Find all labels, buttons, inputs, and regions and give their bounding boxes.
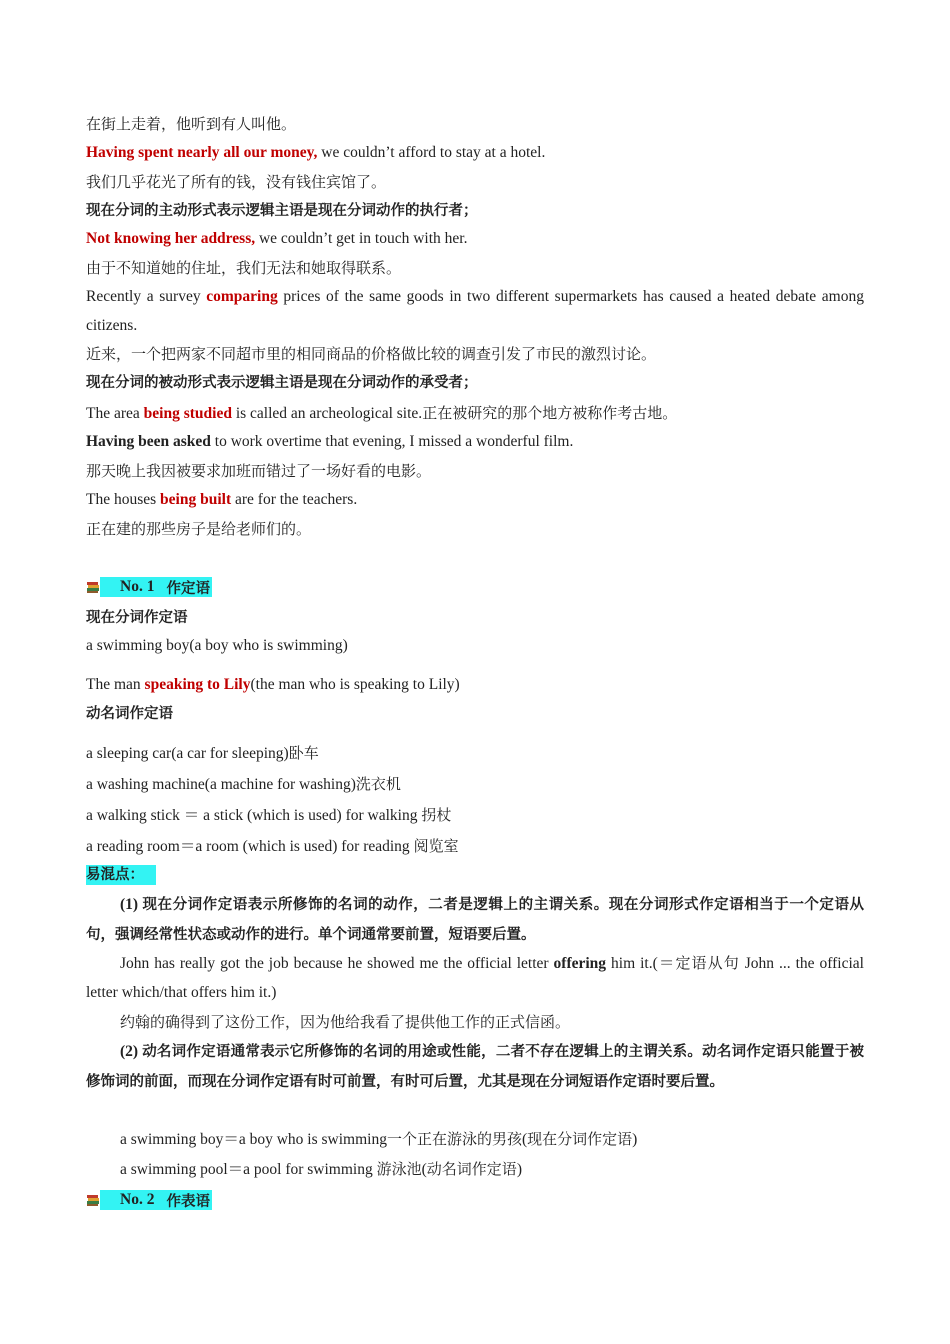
rule-heading: 现在分词的主动形式表示逻辑主语是现在分词动作的执行者；: [86, 203, 478, 219]
example-sentence: Recently a survey comparing prices of the same goods in two different supermarkets has caused a heated debate among citizens.: [86, 288, 864, 334]
example-sentence: a washing machine(a machine for washing)洗衣机: [86, 775, 401, 793]
example-sentence: a walking stick ＝ a stick (which is used) for walking 拐杖: [86, 806, 452, 824]
rule-heading: 现在分词的被动形式表示逻辑主语是现在分词动作的承受者；: [86, 375, 478, 391]
example-sentence: a swimming boy(a boy who is swimming): [86, 637, 348, 654]
bold-phrase: offering: [553, 955, 607, 972]
highlighted-phrase: Having spent nearly all our money,: [86, 144, 318, 161]
example-sentence: a reading room＝a room (which is used) for reading 阅览室: [86, 837, 459, 855]
example-sentence: The area being studied is called an archeological site.正在被研究的那个地方被称作考古地。: [86, 404, 678, 422]
example-sentence: The man speaking to Lily(the man who is speaking to Lily): [86, 676, 460, 693]
subheading: 动名词作定语: [86, 706, 173, 722]
book-stack-icon: [86, 1193, 100, 1207]
example-translation: 由于不知道她的住址，我们无法和她取得联系。: [86, 259, 402, 277]
example-sentence: Having been asked to work overtime that evening, I missed a wonderful film.: [86, 433, 574, 450]
highlighted-phrase: speaking to Lily: [144, 676, 251, 693]
book-stack-icon: [86, 580, 100, 594]
example-sentence: Not knowing her address, we couldn’t get in touch with her.: [86, 230, 468, 247]
example-translation: 正在建的那些房子是给老师们的。: [86, 520, 312, 538]
highlighted-phrase: being built: [160, 491, 232, 508]
example-sentence: a sleeping car(a car for sleeping)卧车: [86, 744, 319, 762]
confusion-point-tag: 易混点：: [86, 865, 156, 885]
explanation-paragraph: (1) 现在分词作定语表示所修饰的名词的动作，二者是逻辑上的主谓关系。现在分词形式作定语相当于一个定语从句，强调经常性状态或动作的进行。单个词通常要前置，短语要后置。: [86, 896, 864, 943]
example-sentence: a swimming pool＝a pool for swimming 游泳池(动名词作定语): [120, 1160, 522, 1178]
example-translation: 在街上走着，他听到有人叫他。: [86, 115, 297, 133]
bold-phrase: Having been asked: [86, 433, 211, 450]
highlighted-phrase: Not knowing her address,: [86, 230, 256, 247]
example-translation: 那天晚上我因被要求加班而错过了一场好看的电影。: [86, 462, 432, 480]
subheading: 现在分词作定语: [86, 610, 188, 626]
section-heading-no2: No. 2 作表语: [86, 1189, 212, 1211]
example-translation: 我们几乎花光了所有的钱，没有钱住宾馆了。: [86, 173, 387, 191]
example-translation: 近来，一个把两家不同超市里的相同商品的价格做比较的调查引发了市民的激烈讨论。: [86, 345, 657, 363]
example-translation: 约翰的确得到了这份工作，因为他给我看了提供他工作的正式信函。: [120, 1013, 571, 1031]
example-sentence: The houses being built are for the teachers.: [86, 491, 358, 508]
highlighted-phrase: being studied: [143, 405, 232, 422]
highlighted-phrase: comparing: [206, 288, 278, 305]
example-sentence: a swimming boy＝a boy who is swimming一个正在游泳的男孩(现在分词作定语): [120, 1130, 638, 1148]
section-heading-no1: No. 1 作定语: [86, 576, 212, 598]
example-sentence: Having spent nearly all our money, we couldn’t afford to stay at a hotel.: [86, 144, 546, 161]
explanation-paragraph: (2) 动名词作定语通常表示它所修饰的名词的用途或性能，二者不存在逻辑上的主谓关系。动名词作定语只能置于被修饰词的前面，而现在分词作定语有时可前置，有时可后置，尤其是现在分词短语作定语时要后置。: [86, 1043, 864, 1090]
example-sentence: John has really got the job because he showed me the official letter offering him it.(＝定语从句 John ... the official letter which/that offers him it.): [86, 954, 864, 1001]
